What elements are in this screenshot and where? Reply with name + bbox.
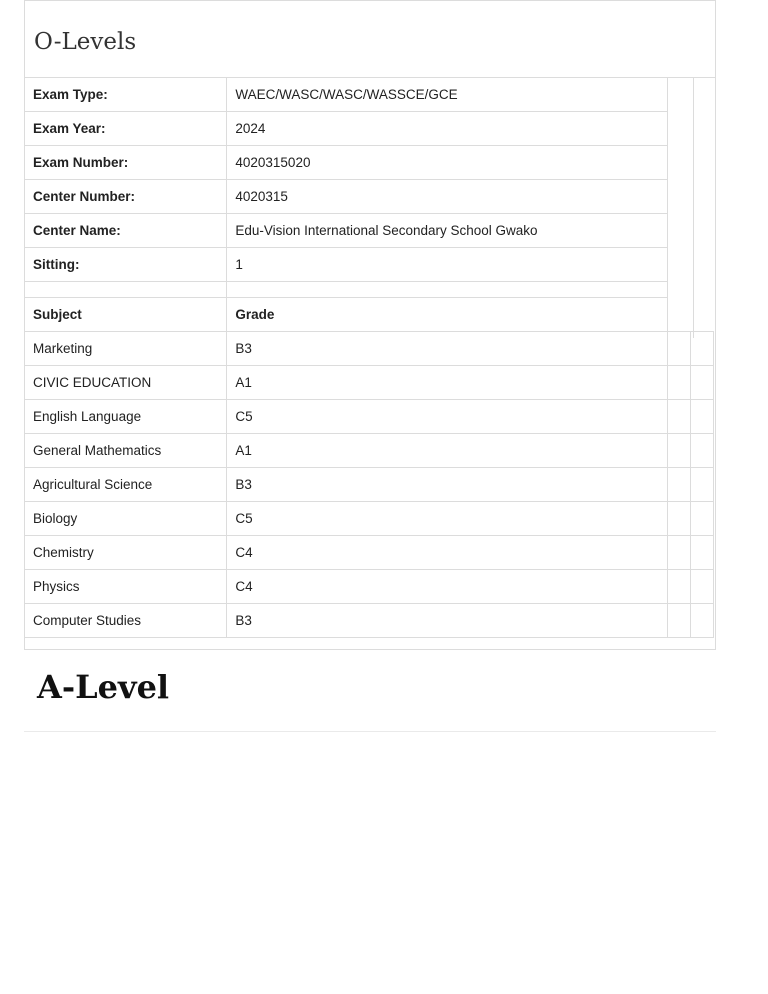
grade-cell: C4: [227, 536, 668, 570]
subject-cell: English Language: [25, 400, 227, 434]
grade-cell: A1: [227, 366, 668, 400]
subject-cell: Biology: [25, 502, 227, 536]
result-row: [25, 400, 714, 434]
results-table: [24, 77, 714, 638]
result-row: [25, 468, 714, 502]
grade-cell: C5: [227, 502, 668, 536]
empty-cell: [668, 366, 691, 400]
empty-cell: [668, 536, 691, 570]
result-row: [25, 366, 714, 400]
spacer-row: [25, 282, 714, 298]
result-row: [25, 570, 714, 604]
empty-cell: [668, 332, 691, 366]
empty-cell: [668, 434, 691, 468]
subject-cell: Marketing: [25, 332, 227, 366]
olevels-card: [24, 0, 716, 650]
info-label: Sitting:: [25, 248, 227, 282]
olevels-title: O-Levels: [34, 29, 137, 55]
empty-cell: [691, 570, 714, 604]
grade-cell: C5: [227, 400, 668, 434]
info-value: 4020315020: [227, 146, 668, 180]
result-row: [25, 536, 714, 570]
empty-cell: [668, 502, 691, 536]
info-value: 2024: [227, 112, 668, 146]
subject-cell: Computer Studies: [25, 604, 227, 638]
empty-cell: [691, 468, 714, 502]
subject-header: Subject: [25, 298, 227, 332]
info-label: Center Number:: [25, 180, 227, 214]
info-value: WAEC/WASC/WASC/WASSCE/GCE: [227, 78, 668, 112]
subject-cell: General Mathematics: [25, 434, 227, 468]
subject-cell: Agricultural Science: [25, 468, 227, 502]
divider: [24, 731, 716, 732]
grade-cell: B3: [227, 604, 668, 638]
empty-cell: [691, 332, 714, 366]
grade-cell: A1: [227, 434, 668, 468]
info-label: Exam Year:: [25, 112, 227, 146]
info-row: [25, 180, 714, 214]
spacer-cell: [227, 282, 668, 298]
empty-cell: [668, 604, 691, 638]
grade-header: Grade: [227, 298, 668, 332]
result-row: [25, 332, 714, 366]
info-value: 1: [227, 248, 668, 282]
subject-cell: CIVIC EDUCATION: [25, 366, 227, 400]
olevels-header: [25, 1, 715, 78]
info-label: Exam Number:: [25, 146, 227, 180]
grade-cell: C4: [227, 570, 668, 604]
empty-cell: [691, 400, 714, 434]
results-header-row: [25, 298, 714, 332]
subject-cell: Physics: [25, 570, 227, 604]
result-row: [25, 502, 714, 536]
info-row: [25, 248, 714, 282]
info-row: [25, 112, 714, 146]
info-value: 4020315: [227, 180, 668, 214]
subject-cell: Chemistry: [25, 536, 227, 570]
empty-cell: [668, 468, 691, 502]
info-value: Edu-Vision International Secondary School Gwako: [227, 214, 668, 248]
empty-cell: [691, 536, 714, 570]
empty-cell: [691, 604, 714, 638]
empty-cell: [691, 434, 714, 468]
empty-cell: [668, 400, 691, 434]
spacer-cell: [25, 282, 227, 298]
info-row: [25, 78, 714, 112]
result-row: [25, 604, 714, 638]
alevel-title: A-Level: [37, 668, 170, 706]
info-row: [25, 214, 714, 248]
empty-cell: [691, 366, 714, 400]
info-row: [25, 146, 714, 180]
info-label: Center Name:: [25, 214, 227, 248]
empty-cell: [691, 502, 714, 536]
result-row: [25, 434, 714, 468]
empty-cell: [668, 570, 691, 604]
info-label: Exam Type:: [25, 78, 227, 112]
grade-cell: B3: [227, 332, 668, 366]
grade-cell: B3: [227, 468, 668, 502]
